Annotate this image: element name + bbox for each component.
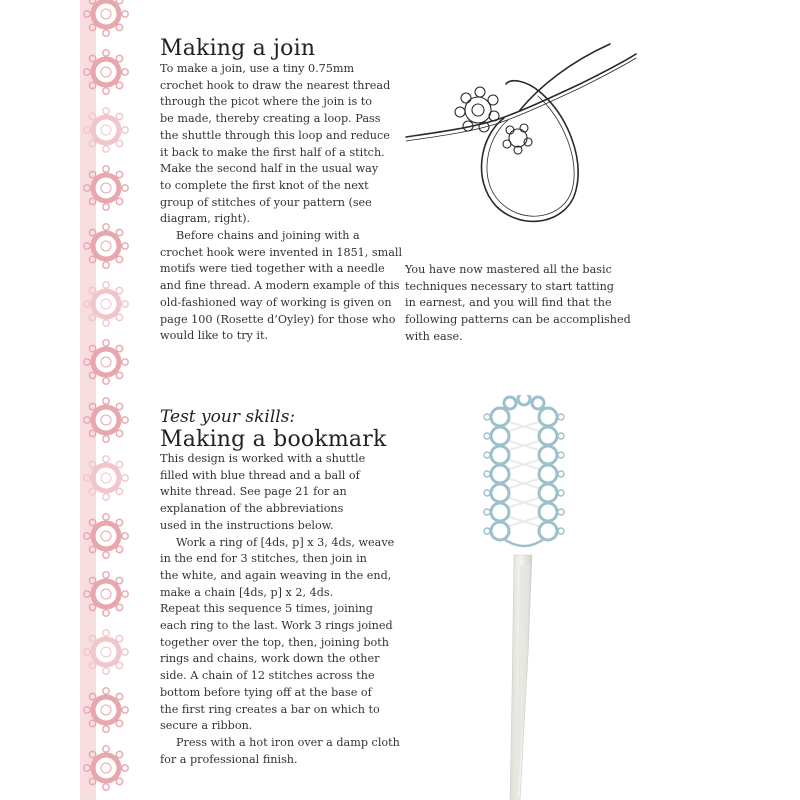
bookmark-ring	[539, 408, 557, 426]
bookmark-picot	[484, 433, 490, 439]
bookmark-top-ring	[504, 397, 516, 409]
bookmark-picot	[558, 528, 564, 534]
bookmark-ring	[539, 522, 557, 540]
bookmark-picot	[558, 452, 564, 458]
lace-motif	[84, 630, 128, 674]
bookmark-picot	[484, 490, 490, 496]
bookmark-ring	[491, 408, 509, 426]
join-heading: Making a join	[160, 36, 316, 61]
bookmark-picot	[484, 528, 490, 534]
bookmark-paragraph-3: Press with a hot iron over a damp cloth for a professional finish.	[160, 735, 400, 766]
bookmark-photo	[470, 395, 580, 800]
diagram-loop	[482, 81, 579, 222]
lattice-cross	[506, 440, 542, 451]
lace-motif	[84, 688, 128, 732]
join-diagram	[400, 40, 640, 240]
pink-lace-border	[80, 0, 140, 800]
lace-motif	[84, 50, 128, 94]
bookmark-picot	[558, 490, 564, 496]
lace-motif	[84, 746, 128, 790]
bookmark-top-ring	[518, 395, 530, 405]
bookmark-ring	[491, 427, 509, 445]
bookmark-ring	[491, 484, 509, 502]
bookmark-top-ring	[532, 397, 544, 409]
bookmark-paragraph-2: Work a ring of [4ds, p] x 3, 4ds, weave in the end for 3 stitches, then join in the white, and again weaving in the end, make a chain [4ds, p] x 2, 4ds. Repeat this sequence 5 times, joining each ring to the last. Work 3 rings joined together over the top, then, joining both rings and chains, work down the other side. A chain of 12 stitches across the bottom before tying off at the base of the first ring creates a bar on which to secure a ribbon.	[160, 535, 395, 733]
bookmark-picot	[558, 433, 564, 439]
join-body	[160, 61, 403, 345]
bookmark-body	[160, 451, 400, 768]
diagram-thread-main-2	[406, 58, 636, 141]
lace-motif	[84, 224, 128, 268]
lattice-cross	[506, 421, 542, 432]
lace-motif	[84, 340, 128, 384]
bookmark-heading: Making a bookmark	[160, 427, 387, 452]
bookmark-ring	[491, 465, 509, 483]
bookmark-picot	[484, 452, 490, 458]
bookmark-ring	[539, 484, 557, 502]
bookmark-blue-rings	[484, 395, 564, 546]
join-paragraph-1: To make a join, use a tiny 0.75mm crochet hook to draw the nearest thread through the picot where the join is to be made, thereby creating a loop. Pass the shuttle through this loop and reduce it back to make the first half of a stitch. Make the second half in the usual way to complete the first knot of the next group of stitches of your pattern (see diagram, right).	[160, 62, 391, 226]
bookmark-picot	[558, 471, 564, 477]
lattice-cross	[506, 478, 542, 489]
bookmark-ring	[539, 427, 557, 445]
bookmark-ring	[491, 503, 509, 521]
lace-motif	[84, 108, 128, 152]
bookmark-picot	[484, 414, 490, 420]
lace-motif	[84, 572, 128, 616]
lace-motif	[84, 514, 128, 558]
lace-motif	[84, 166, 128, 210]
bookmark-ring	[491, 522, 509, 540]
bookmark-kicker: Test your skills:	[160, 407, 296, 427]
bookmark-ring	[491, 446, 509, 464]
bookmark-bottom-bar	[504, 539, 544, 546]
mastered-paragraph: You have now mastered all the basic techniques necessary to start tatting in earnest, and you will find that the following patterns can be accomplished with ease.	[405, 263, 631, 343]
bookmark-ring	[539, 465, 557, 483]
lace-motif	[84, 282, 128, 326]
lace-motif	[84, 398, 128, 442]
bookmark-white-lattice	[506, 421, 542, 527]
bookmark-ring	[539, 446, 557, 464]
bookmark-ring	[539, 503, 557, 521]
lattice-cross	[506, 516, 542, 527]
diagram-thread-main	[406, 54, 636, 137]
bookmark-picot	[558, 414, 564, 420]
lattice-cross	[506, 497, 542, 508]
diagram-motif	[455, 87, 532, 154]
lattice-cross	[506, 459, 542, 470]
bookmark-paragraph-1: This design is worked with a shuttle filled with blue thread and a ball of white thread. See page 21 for an explanation of the abbreviations used in the instructions below.	[160, 452, 366, 532]
lace-motif	[84, 456, 128, 500]
diagram-thread-upper	[520, 44, 610, 110]
diagram-loop-2	[487, 96, 574, 216]
join-paragraph-2: Before chains and joining with a crochet hook were invented in 1851, small motifs were tied together with a needle and fine thread. A modern example of this old-fashioned way of working is given on page 100 (Rosette d’Oyley) for those who would like to try it.	[160, 229, 403, 343]
bookmark-picot	[484, 509, 490, 515]
bookmark-picot	[558, 509, 564, 515]
bookmark-picot	[484, 471, 490, 477]
